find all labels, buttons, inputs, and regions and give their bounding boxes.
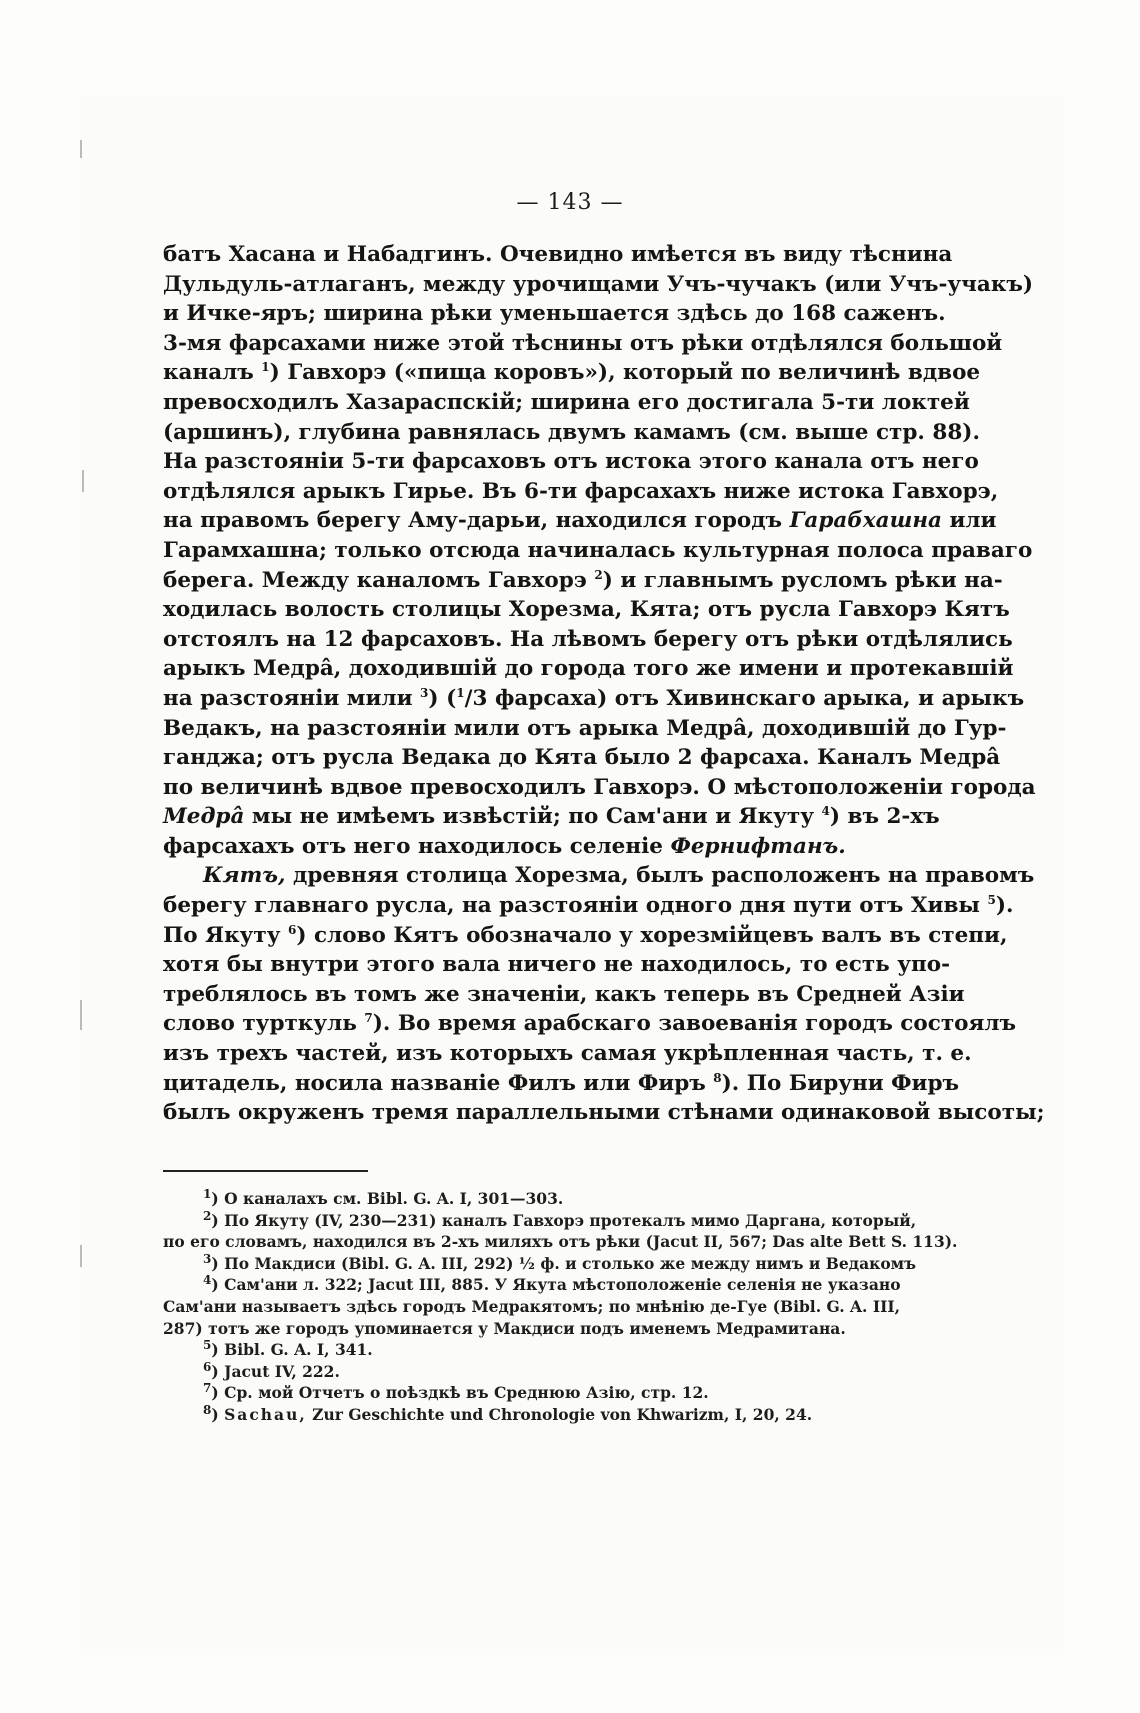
footnote-4: $^4$) Сам'ани л. 322; Jacut III, 885. У Якута мѣстоположеніе селенія не указано [203,1273,901,1295]
text-line: ганджа; отъ русла Ведака до Кята было 2 фарсаха. Каналъ Медрâ [163,745,1001,771]
text-line: треблялось въ томъ же значеніи, какъ теперь въ Средней Азіи [163,981,965,1007]
main-text [163,240,1045,1128]
scan-edge-mark [80,1000,82,1030]
footnote-ref: 3 [420,685,429,700]
text-line: хотя бы внутри этого вала ничего не находилось, то есть упо- [163,952,950,978]
text-line: (аршинъ), глубина равнялась двумъ камамъ (см. выше стр. 88). [163,419,980,445]
footnote-4-cont: 287) тотъ же городъ упоминается у Макдиси подъ именемъ Медрамитана. [163,1318,846,1338]
footnote-ref: 8 [713,1070,722,1085]
scan-edge-mark [82,470,84,492]
text-line: арыкъ Медрâ, доходившій до города того же имени и протекавшій [163,656,1014,682]
text-line: отстоялъ на 12 фарсаховъ. На лѣвомъ берегу отъ рѣки отдѣлялись [163,626,1013,652]
footnote-ref: 7 [364,1011,373,1026]
text-line: батъ Хасана и Набадгинъ. Очевидно имѣется въ виду тѣснина [163,242,953,267]
text-line: берега. Между каналомъ Гавхорэ $^2$) и главнымъ русломъ рѣки на- [163,567,1003,593]
text-line: берегу главнаго русла, на разстояніи одного дня пути отъ Хивы $^5$). [163,892,1014,919]
text-line: Ведакъ, на разстояніи мили отъ арыка Медрâ, доходившій до Гур- [163,715,1007,741]
text-line: ходилась волость столицы Хорезма, Кята; отъ русла Гавхорэ Кятъ [163,597,1010,623]
text-line: слово турткуль $^7$). Во время арабскаго завоеванія городъ состоялъ [163,1011,1017,1037]
text-line: и Ичке-яръ; ширина рѣки уменьшается здѣсь до 168 саженъ. [163,301,946,327]
footnote-6: $^6$) Jacut IV, 222. [203,1359,340,1381]
footnote-2: $^2$) По Якуту (IV, 230—231) каналъ Гавхорэ протекалъ мимо Даргана, который, [203,1208,917,1230]
text-line: отдѣлялся арыкъ Гирье. Въ 6-ти фарсахахъ ниже истока Гавхорэ, [163,478,999,504]
text-line: Гарамхашна; только отсюда начиналась культурная полоса праваго [163,537,1033,563]
text-line: На разстояніи 5-ти фарсаховъ отъ истока этого канала отъ него [163,449,979,475]
footnote-ref: 2 [594,567,603,582]
text-line: Медрâ мы не имѣемъ извѣстій; по Сам'ани и Якуту $^4$) въ 2-хъ [163,804,940,830]
footnote-ref: 4 [821,804,830,819]
text-line: Дульдуль-атлаганъ, между урочищами Учъ-чучакъ (или Учъ-учакъ) [163,271,1034,297]
text-line: на разстояніи мили $^3$) ($^1$/3 фарсаха) отъ Хивинскаго арыка, и арыкъ [163,685,1025,711]
footnote-8: $^8$) Sachau, Zur Geschichte und Chronologie von Khwarizm, I, 20, 24. [203,1402,813,1424]
scan-edge-mark [80,140,82,158]
text-line: былъ окруженъ тремя параллельными стѣнами одинаковой высоты; [163,1100,1045,1126]
footnotes [163,1186,958,1426]
text-line: Кятъ, древняя столица Хорезма, былъ расположенъ на правомъ [203,863,1035,889]
text-line: По Якуту $^6$) слово Кятъ обозначало у хорезмійцевъ валъ въ степи, [163,922,1008,948]
footnote-ref: 1 [261,360,270,375]
footnote-ref: 5 [987,892,996,907]
text-line: на правомъ берегу Аму-дарьи, находился городъ Гарабхашна или [163,508,997,534]
footnote-1: $^1$) О каналахъ см. Bibl. G. A. I, 301—303. [203,1186,564,1208]
footnote-7: $^7$) Ср. мой Отчетъ о поѣздкѣ въ Среднюю Азію, стр. 12. [203,1381,709,1403]
scan-edge-mark [80,1245,82,1267]
footnote-5: $^5$) Bibl. G. A. I, 341. [203,1338,373,1360]
text-line: фарсахахъ отъ него находилось селеніе Фернифтанъ. [163,833,846,859]
text-line: по величинѣ вдвое превосходилъ Гавхорэ. О мѣстоположеніи города [163,774,1036,800]
text-line: цитадель, носила названіе Филъ или Фиръ $^8$). По Бируни Фиръ [163,1070,960,1096]
text-line: изъ трехъ частей, изъ которыхъ самая укрѣпленная часть, т. е. [163,1041,972,1067]
page-number: — 143 — [516,190,624,215]
text-line: 3-мя фарсахами ниже этой тѣснины отъ рѣки отдѣлялся большой [163,330,1003,356]
footnote-divider [163,1170,368,1172]
text-line: каналъ $^1$) Гавхорэ («пища коровъ»), который по величинѣ вдвое [163,360,981,386]
footnote-4-cont: Сам'ани называетъ здѣсь городъ Медракятомъ; по мнѣнію де-Гуе (Bibl. G. A. III, [163,1296,900,1316]
footnote-2-cont: по его словамъ, находился въ 2-хъ миляхъ отъ рѣки (Jacut II, 567; Das alte Bett S. 113). [163,1232,958,1252]
footnote-ref: 6 [287,922,297,937]
footnote-3: $^3$) По Макдиси (Bibl. G. A. III, 292) ½ ф. и столько же между нимъ и Ведакомъ [203,1251,917,1273]
text-line: превосходилъ Хазараспскій; ширина его достигала 5-ти локтей [163,389,970,415]
